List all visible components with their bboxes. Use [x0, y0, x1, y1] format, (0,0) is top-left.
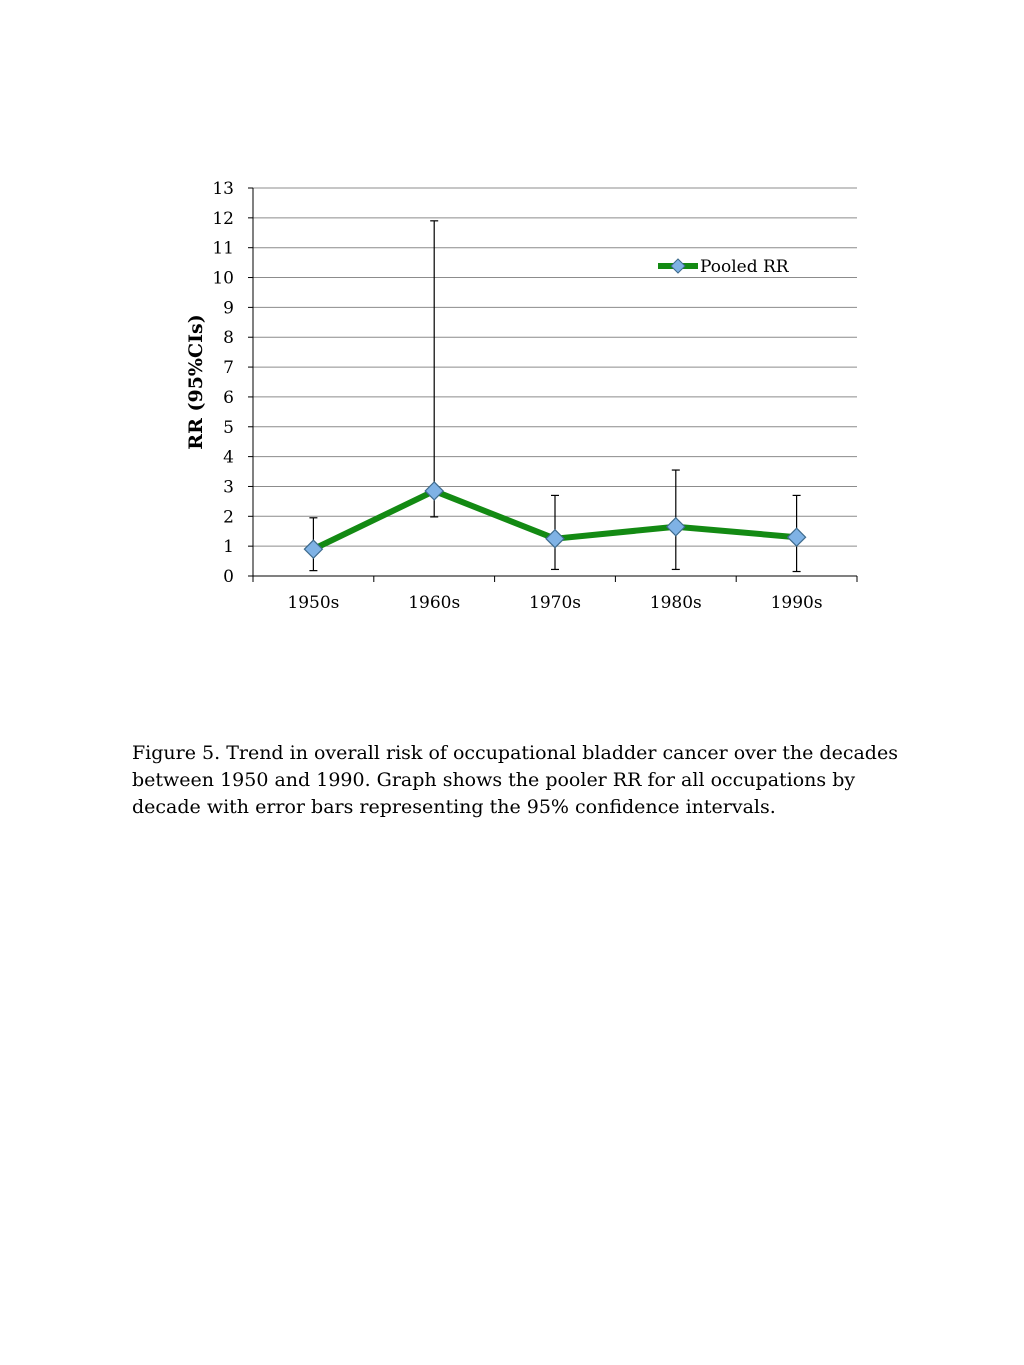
y-tick-label: 10: [212, 268, 234, 289]
data-point-1980s: [667, 518, 685, 536]
x-tick-label: 1980s: [649, 593, 702, 613]
y-tick-label: 1: [223, 537, 234, 558]
gridlines: [253, 188, 857, 546]
figure-caption: Figure 5. Trend in overall risk of occupational bladder cancer over the decades between 1950 and 1990. Graph shows the pooler RR for all occupations by decade with error bars representing the 95% confidence intervals.: [132, 742, 898, 818]
y-tick-label: 2: [223, 507, 234, 528]
y-tick-label: 7: [223, 358, 234, 379]
y-tick-label: 13: [212, 179, 234, 199]
y-tick-label: 3: [223, 477, 234, 498]
x-tick-label: 1970s: [529, 593, 581, 613]
y-tick-label: 6: [223, 387, 234, 408]
data-point-1970s: [546, 530, 564, 548]
x-tick-label: 1950s: [287, 593, 340, 613]
data-point-1990s: [788, 528, 806, 546]
y-tick-label: 12: [212, 208, 234, 229]
legend-label: Pooled RR: [700, 257, 789, 277]
legend: [658, 257, 790, 277]
y-axis-label: RR (95%CIs): [185, 314, 207, 450]
x-tick-label: 1990s: [770, 593, 823, 613]
y-tick-label: 5: [223, 417, 234, 438]
y-tick-label: 8: [223, 328, 234, 349]
x-tick-label: 1960s: [408, 593, 461, 613]
y-tick-label: 9: [223, 298, 234, 319]
x-axis-ticks: [253, 576, 857, 613]
legend-marker-swatch: [671, 259, 685, 273]
y-tick-label: 11: [212, 238, 234, 259]
y-tick-label: 0: [223, 567, 234, 587]
y-tick-label: 4: [223, 447, 234, 468]
y-axis-ticks: [212, 179, 253, 587]
